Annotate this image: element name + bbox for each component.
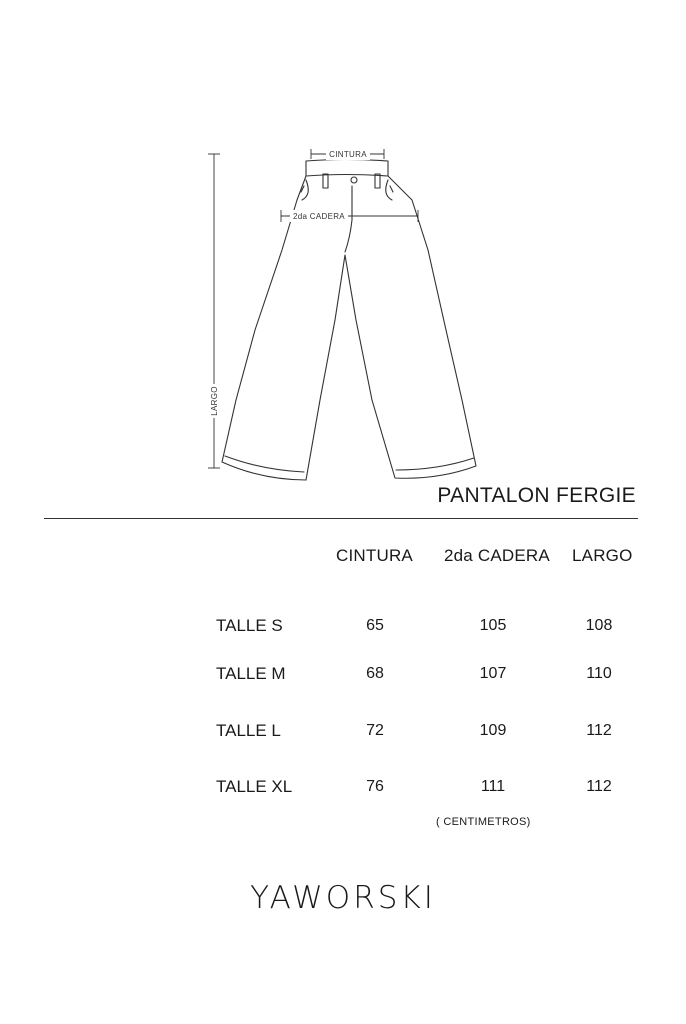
hem-left bbox=[225, 456, 304, 472]
cell-largo: 112 bbox=[586, 778, 612, 795]
unit-note: ( CENTIMETROS) bbox=[436, 816, 531, 828]
row-label: TALLE M bbox=[216, 664, 286, 683]
belt-loop bbox=[375, 174, 380, 188]
cell-largo: 108 bbox=[585, 617, 613, 634]
cell-cintura: 68 bbox=[366, 665, 384, 682]
column-header-largo: LARGO bbox=[572, 546, 633, 565]
cell-largo: 112 bbox=[586, 722, 612, 739]
hem-right bbox=[396, 458, 474, 470]
length-dimension-label: LARGO bbox=[210, 386, 219, 416]
cell-cadera: 109 bbox=[479, 722, 507, 739]
brand-logo: YAWORSKI bbox=[250, 880, 436, 916]
cell-cadera: 105 bbox=[479, 617, 507, 634]
row-label: TALLE XL bbox=[216, 777, 293, 796]
button-detail bbox=[351, 177, 357, 183]
column-header-cintura: CINTURA bbox=[336, 546, 413, 565]
pants-technical-drawing bbox=[0, 0, 686, 500]
product-title: PANTALON FERGIE bbox=[437, 484, 636, 507]
cell-cadera: 107 bbox=[479, 665, 507, 682]
pocket-right-stitch bbox=[390, 186, 393, 192]
row-label: TALLE S bbox=[216, 616, 283, 635]
waist-dimension-label: CINTURA bbox=[329, 150, 367, 159]
cell-cintura: 72 bbox=[366, 722, 384, 739]
pants-outline bbox=[222, 176, 476, 480]
cell-cintura: 65 bbox=[366, 617, 384, 634]
cell-cadera: 111 bbox=[480, 778, 506, 795]
cell-cintura: 76 bbox=[366, 778, 384, 795]
row-label: TALLE L bbox=[216, 721, 281, 740]
hip-dimension-label: 2da CADERA bbox=[293, 212, 345, 221]
divider bbox=[44, 518, 638, 519]
column-header-cadera: 2da CADERA bbox=[444, 546, 550, 565]
pocket-right bbox=[386, 180, 392, 200]
cell-largo: 110 bbox=[586, 665, 612, 682]
belt-loop bbox=[323, 174, 328, 188]
